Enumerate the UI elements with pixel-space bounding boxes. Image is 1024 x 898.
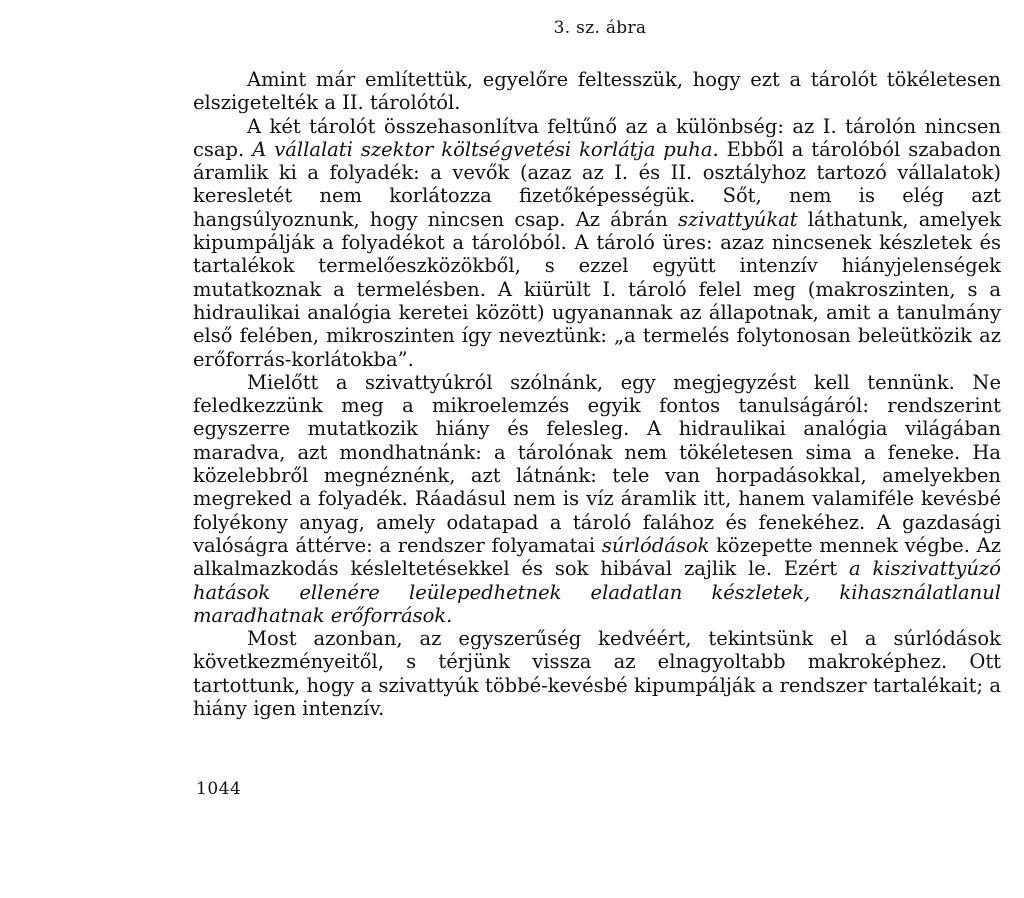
italic-text-run: szivattyúkat (677, 207, 798, 231)
text-run: Most azonban, az egyszerűség kedvéért, tekintsünk el a súrlódások következményeitől, s térjünk vissza az elnagyoltabb makroképhez. Ott tartottunk, hogy a szivattyúk többé-kevésbé kipumpálják a rendszer tartalékait; a hiány igen intenzív. (193, 627, 1001, 721)
text-run: láthatunk, amelyek kipumpálják a folyadékot a tárolóból. A tároló üres: azaz nincsenek készletek és tartalékok termelőeszközökből, s ezzel együtt intenzív hiányjelenségek mutatkoznak a termelésben. A kiürült I. tároló felel meg (makroszinten, s a hidraulikai analógia keretei között) ugyanannak az állapotnak, amit a tanulmány első felében, mikroszinten így neveztünk: „a termelés folytonosan beleütközik az erőforrás-korlátokba”. (193, 207, 1002, 371)
paragraph (193, 627, 1001, 720)
paragraph (193, 68, 1001, 115)
italic-text-run: A vállalati szektor költségvetési korlátja puha. (252, 137, 719, 161)
text-run: közepette mennek végbe. Az alkalmazkodás késleltetésekkel és sok hibával zajlik le. Ezért (193, 533, 1001, 581)
paragraph (193, 115, 1001, 371)
italic-text-run: a kiszivattyúzó hatások ellenére leülepedhetnek eladatlan készletek, kihasználatlanul maradhatnak erőforrások. (193, 557, 1001, 627)
text-run: A két tárolót összehasonlítva feltűnő az a különbség: az I. tárolón nincsen csap. (193, 114, 1001, 161)
figure-caption: 3. sz. ábra (553, 18, 647, 38)
text-run: Amint már említettük, egyelőre feltesszük, hogy ezt a tárolót tökéletesen elszigetelték a II. tárolótól. (193, 68, 1001, 115)
text-run: Ebből a tárolóból szabadon áramlik ki a folyadék: a vevők (azaz az I. és II. osztályhoz tartozó vállalatok) keresletét nem korlátozza fizetőképességük. Sőt, nem is elég azt hangsúlyoznunk, hogy nincsen csap. Az ábrán (193, 137, 1002, 231)
body-text (193, 68, 1001, 720)
paragraph (193, 371, 1001, 627)
page-number: 1044 (196, 779, 242, 799)
italic-text-run: súrlódások (601, 533, 710, 557)
text-run: Mielőtt a szivattyúkról szólnánk, egy megjegyzést kell tennünk. Ne feledkezzünk meg a mikroelemzés egyik fontos tanulságáról: rendszerint egyszerre mutatkozik hiány és felesleg. A hidraulikai analógia világában maradva, azt mondhatnánk: a tárolónak nem tökéletesen sima a feneke. Ha közelebbről megnéznénk, azt látnánk: tele van horpadásokkal, amelyekben megreked a folyadék. Ráadásul nem is víz áramlik itt, hanem valamiféle kevésbé folyékony anyag, amely odatapad a tároló falához és fenekéhez. A gazdasági valóságra áttérve: a rendszer folyamatai (193, 370, 1001, 557)
